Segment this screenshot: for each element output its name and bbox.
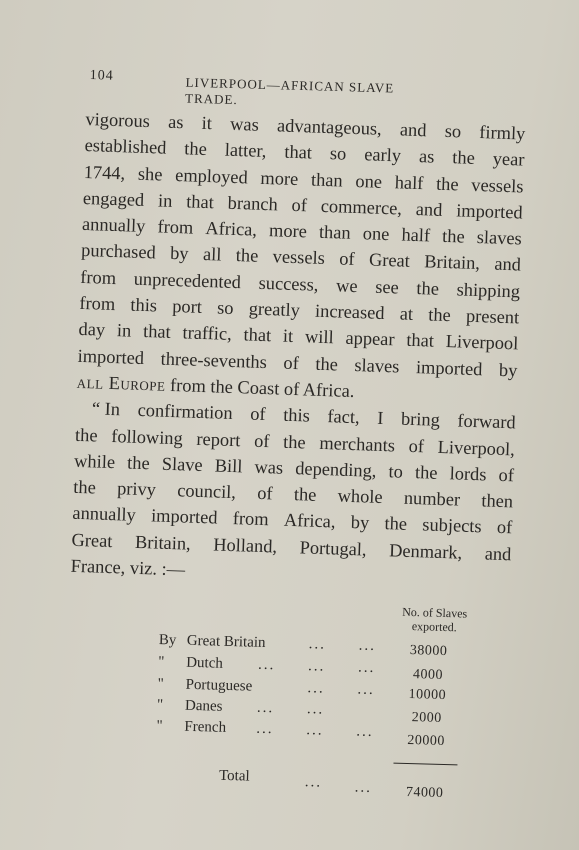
word: one [362,223,390,245]
word: to [388,461,404,482]
leader-dots: ... [354,779,373,796]
word: and [399,119,427,141]
word: report [196,428,241,450]
word: of [498,464,515,486]
word: this [130,294,158,316]
leader-dots: ... [257,656,276,674]
word: “ In [91,398,121,420]
word: confirmation [137,400,233,424]
word: increased [314,300,385,324]
text-phrase: France, viz. :— [70,555,186,580]
word: from [80,266,117,288]
word: so [329,143,347,164]
word: that [406,330,435,352]
body-text [70,106,525,594]
word: Liverpool [445,331,519,354]
word: subjects [422,514,482,537]
word: the [315,353,339,375]
word: year [492,148,525,170]
word: more [260,167,299,189]
word: the [74,424,98,446]
word: and [415,198,443,220]
word: one [355,170,383,192]
word: and [484,543,512,565]
word: Africa, [205,218,258,240]
word: three-sevenths [160,348,268,372]
leader-dots: ... [256,699,275,717]
word: merchants [319,432,396,455]
word: that [142,321,172,343]
word: see [374,276,400,298]
word: more [268,220,308,242]
leader-dots: ... [306,701,325,718]
word: slaves [354,354,400,377]
word: whole [337,485,383,508]
word: we [335,275,358,296]
word: imported [77,345,145,368]
word: the [384,513,408,535]
word: that [243,324,272,346]
word: was [254,456,284,478]
word: from [79,292,116,315]
word: advantageous, [276,115,383,139]
word: vessels [471,174,524,197]
row-value: 20000 [407,732,446,750]
row-value: 4000 [412,667,444,683]
word: Holland, [212,534,278,557]
row-prefix: " [157,675,164,693]
word: as [167,111,184,133]
total-value: 74000 [405,784,444,801]
word: while [73,450,116,473]
row-value: 2000 [411,710,442,726]
word: as [418,146,435,167]
word: by [350,512,370,534]
word: the [293,484,317,506]
word: and [494,254,522,275]
word: vigorous [85,108,151,132]
word: the [452,147,476,169]
word: of [249,403,266,425]
word: that [284,141,313,163]
word: than [318,221,351,244]
word: annually [72,503,137,526]
leader-dots: ... [307,680,326,697]
word: lords [449,463,487,485]
word: of [253,430,270,451]
word: Britain, [423,251,481,274]
word: than [310,169,344,191]
row-name: French [184,718,227,736]
word: this [282,404,311,426]
word: the [435,173,459,194]
word: I [376,408,384,429]
row-prefix: " [157,653,165,671]
word: the [184,138,208,160]
word: will [304,326,335,348]
column-header-line: exported. [411,619,457,635]
total-rule [393,763,457,766]
leader-dots: ... [306,722,324,739]
word: Britain, [134,531,192,554]
page-header [89,66,450,106]
word: the [235,245,259,267]
word: Great [71,529,113,551]
word: of [408,435,425,456]
word: it [201,112,213,134]
word: she [137,163,163,185]
column-header-line: No. of Slaves [402,604,468,621]
word: imported [455,200,523,223]
word: vessels [272,246,326,269]
page-number: 104 [89,67,114,84]
row-name: Dutch [185,654,224,672]
word: Portugal, [299,537,367,560]
paragraph-1 [77,106,525,383]
word: in [116,320,132,341]
word: the [282,431,307,453]
word: then [481,490,514,512]
word: fact, [327,406,360,428]
word: greatly [248,298,301,321]
word: appear [345,328,395,350]
word: slaves [476,227,523,249]
row-prefix: By [158,631,177,649]
word: it [282,326,294,347]
leader-dots: ... [357,659,376,677]
word: unprecedented [133,268,242,293]
word: shipping [456,279,521,302]
word: traffic, [182,322,233,345]
word: from [232,508,269,530]
slave-export-table [156,598,490,801]
column-header [389,604,480,635]
word: Denmark, [388,540,463,563]
word: purchased [80,240,157,263]
word: present [465,305,520,328]
word: the [428,304,452,326]
word: firmly [479,122,526,144]
word: Slave [161,453,203,475]
word: of [283,352,300,373]
leader-dots: ... [304,774,323,791]
word: so [444,120,462,142]
row-name: Portuguese [185,676,253,695]
word: forward [457,410,517,433]
word: annually [81,214,146,237]
word: all [202,244,222,266]
word: in [157,190,173,211]
word: from [157,216,194,238]
word: council, [176,480,237,503]
word: 1744, [83,161,126,183]
word: of [338,248,355,270]
paragraph-2 [71,395,516,567]
word: established [84,135,167,158]
word: half [401,224,431,246]
word: the [126,452,151,474]
word: latter, [224,139,267,162]
word: at [399,303,414,325]
word: early [363,144,402,166]
row-name: Danes [184,697,223,715]
leader-dots: ... [307,658,326,675]
word: Great [368,249,411,272]
word: engaged [82,187,145,210]
small-caps-phrase: all Europe [76,371,166,395]
word: privy [116,478,157,500]
leader-dots: ... [256,720,274,738]
row-prefix: " [156,696,164,714]
word: Liverpool, [437,436,516,459]
word: of [256,483,273,504]
leader-dots: ... [308,636,327,653]
text-phrase: from the Coast of Africa. [165,374,355,402]
word: bring [400,408,441,431]
word: of [291,194,308,216]
word: the [73,476,97,498]
leader-dots: ... [358,637,377,655]
word: commerce, [320,195,403,219]
word: the [416,277,440,299]
word: by [169,243,189,264]
total-row [155,766,475,801]
word: Africa, [283,510,336,532]
word: depending, [294,458,377,481]
leader-dots: ... [356,723,374,741]
word: that [185,191,215,213]
word: Bill [214,455,243,477]
leader-dots: ... [357,681,375,699]
running-head: LIVERPOOL—AFRICAN SLAVE TRADE. [184,74,395,108]
word: success, [258,272,319,295]
word: number [403,487,461,510]
word: by [498,359,518,381]
word: the [441,226,466,247]
word: of [496,517,513,538]
word: so [216,297,234,319]
word: day [78,319,106,341]
word: was [229,113,260,135]
word: imported [415,356,483,379]
row-value: 38000 [409,643,448,660]
word: half [394,171,424,193]
word: employed [174,164,249,187]
word: following [110,425,184,448]
total-label: Total [218,767,250,785]
word: branch [227,192,279,215]
word: port [171,296,203,318]
row-name: Great Britain [186,632,266,651]
word: the [414,461,438,483]
word: imported [150,505,218,529]
row-prefix: " [156,717,163,735]
row-value: 10000 [408,686,447,704]
